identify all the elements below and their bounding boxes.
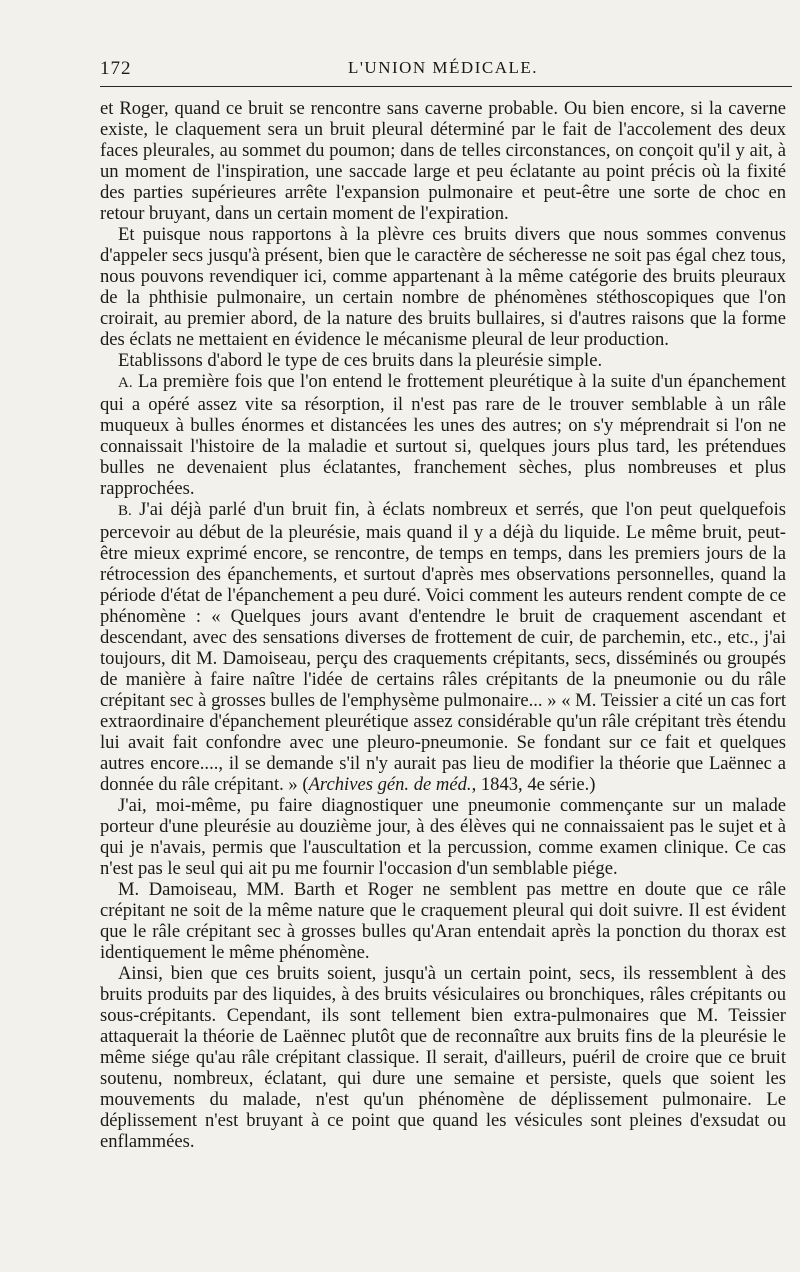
header-rule: [100, 86, 792, 87]
paragraph-text: M. Damoiseau, MM. Barth et Roger ne semblent pas mettre en doute que ce râle crépitant ne soit de la même nature que le craquement pleural qui doit suivre. Il est évident que le râle crépitant sec à grosses bulles qu'Aran entendait après la ponction du thorax est identiquement le même phénomène.: [100, 879, 786, 963]
citation-title: Archives gén. de méd.: [308, 774, 472, 795]
paragraph: [100, 795, 786, 879]
article-body: [100, 98, 786, 1152]
paragraph: [100, 350, 786, 371]
paragraph: [100, 963, 786, 1152]
paragraph-text: et Roger, quand ce bruit se rencontre sans caverne probable. Ou bien encore, si la caverne existe, le claquement sera un bruit pleural déterminé par le fait de l'accolement des deux faces pleurales, au sommet du poumon; dans de telles circonstances, on conçoit qu'il y ait, à un moment de l'inspiration, une saccade large et peu éclatante au point précis où la fixité des parties supérieures arrête l'expansion pulmonaire et peut-être une sorte de choc en retour bruyant, dans un certain moment de l'expiration.: [100, 98, 786, 224]
paragraph: [100, 879, 786, 963]
paragraph-text: Etablissons d'abord le type de ces bruits dans la pleurésie simple.: [118, 350, 603, 371]
paragraph-text: Et puisque nous rapportons à la plèvre ces bruits divers que nous sommes convenus d'appeler secs jusqu'à présent, bien que le caractère de sécheresse ne soit pas égal chez tous, nous pouvons revendiquer ici, comme appartenant à la même catégorie des bruits pleuraux de la phthisie pulmonaire, un certain nombre de phénomènes stéthoscopiques que l'on croirait, au premier abord, de la nature des bruits bullaires, si d'autres raisons que la forme des éclats ne mettaient en évidence le mécanisme pleural de leur production.: [100, 224, 786, 350]
paragraph: [100, 224, 786, 350]
citation-details: , 1843, 4e série.): [471, 774, 596, 795]
paragraph: [100, 98, 786, 224]
paragraph-text: Ainsi, bien que ces bruits soient, jusqu'à un certain point, secs, ils ressemblent à des bruits produits par des liquides, à des bruits vésiculaires ou bronchiques, râles crépitants ou sous-crépitants. Cependant, ils sont tellement bien extra-pulmonaires que M. Teissier attaquerait la théorie de Laënnec plutôt que de reconnaître aux bruits fins de la pleurésie le même siége qu'au râle crépitant classique. Il serait, d'ailleurs, puéril de croire que ce bruit soutenu, nombreux, éclatant, qui dure une semaine et persiste, quels que soient les mouvements du malade, n'est qu'un phénomène de déplissement pulmonaire. Le déplissement n'est bruyant à ce point que quand les vésicules sont pleines d'exsudat ou enflammées.: [100, 963, 786, 1152]
paragraph: [100, 371, 786, 499]
page-number: 172: [100, 58, 132, 79]
page-header: [100, 50, 786, 84]
paragraph: [100, 499, 786, 795]
running-title: L'UNION MÉDICALE.: [347, 58, 539, 77]
section-marker: B.: [118, 503, 132, 519]
paragraph-text: La première fois que l'on entend le frottement pleurétique à la suite d'un épanchement qui a opéré assez vite sa résorption, il n'est pas rare de le trouver semblable à un râle muqueux à bulles énormes et distancées les unes des autres; on s'y méprendrait si l'on ne connaissait l'histoire de la maladie et surtout si, quelques jours plus tard, les prétendues bulles ne devenaient plus éclatantes, franchement sèches, plus nombreuses et plus rapprochées.: [100, 371, 786, 499]
paragraph-text: J'ai, moi-même, pu faire diagnostiquer une pneumonie commençante sur un malade porteur d'une pleurésie au douzième jour, à des élèves qui ne connaissaient pas le sujet et à qui je n'avais, permis que l'auscultation et la percussion, comme examen clinique. Ce cas n'est pas le seul qui ait pu me fournir l'occasion d'un semblable piége.: [100, 795, 786, 879]
section-marker: A.: [118, 375, 133, 391]
paragraph-text: J'ai déjà parlé d'un bruit fin, à éclats nombreux et serrés, que l'on peut quelquefois percevoir au début de la pleurésie, mais quand il y a déjà du liquide. Le même bruit, peut-être mieux exprimé encore, se rencontre, de temps en temps, dans les premiers jours de la rétrocession des épanchements, et surtout d'après mes observations personnelles, quand la période d'état de l'épanchement a peu duré. Voici comment les auteurs rendent compte de ce phénomène : « Quelques jours avant d'entendre le bruit de craquement ascendant et descendant, avec des sensations diverses de frottement de cuir, de parchemin, etc., etc., j'ai toujours, dit M. Damoiseau, perçu des craquements crépitants, secs, disséminés ou groupés de manière à faire naître l'idée de certains râles crépitants de la pneumonie ou du râle crépitant sec à grosses bulles de l'emphysème pulmonaire... » « M. Teissier a cité un cas fort extraordinaire d'épanchement pleurétique assez considérable qu'un râle crépitant très étendu lui avait fait confondre avec une pleuro-pneumonie. Se fondant sur ce fait et quelques autres encore...., il se demande s'il n'y aurait pas lieu de modifier la théorie que Laënnec a donnée du râle crépitant. » (: [100, 499, 786, 795]
